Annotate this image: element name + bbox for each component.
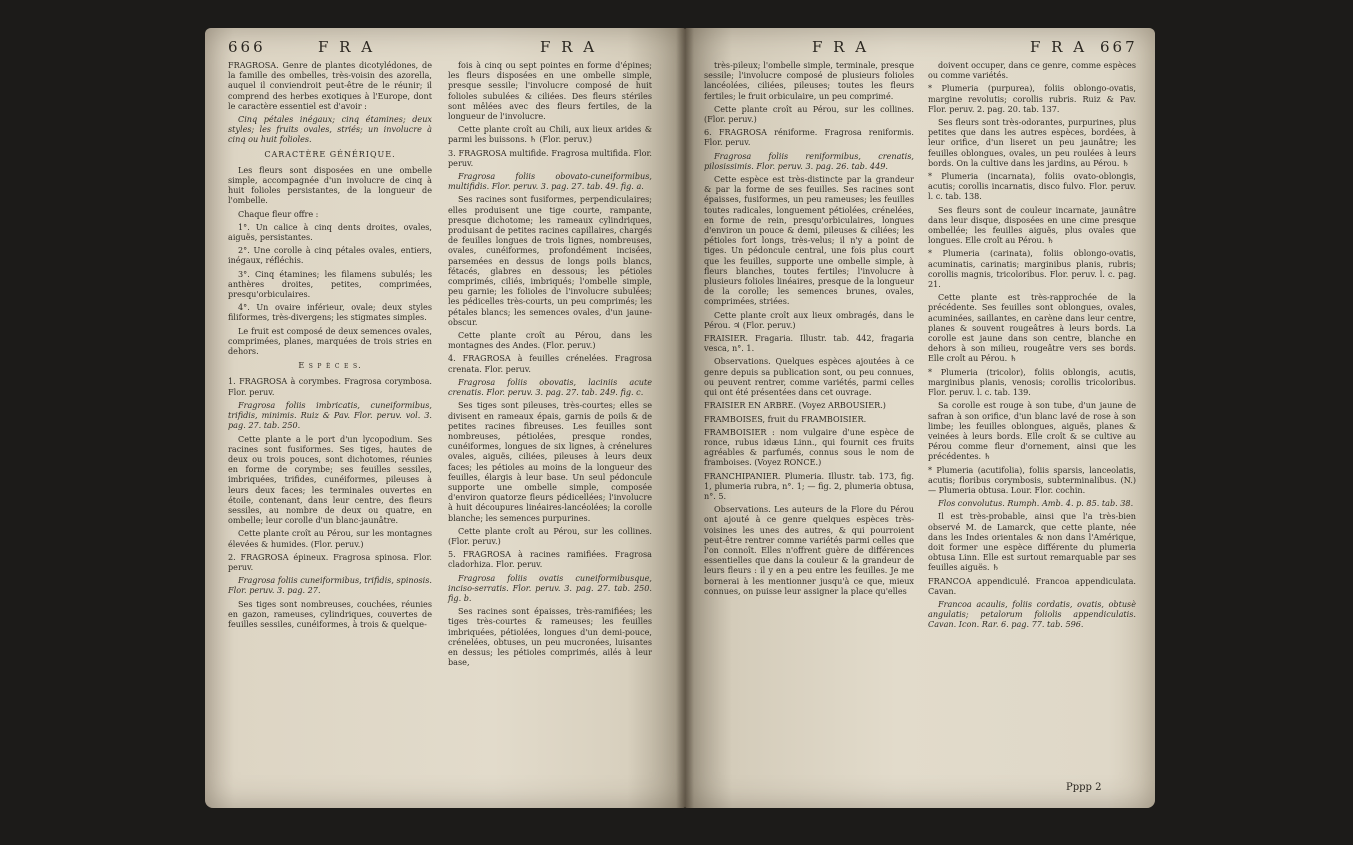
left-running-head-2: F R A — [540, 38, 598, 56]
right-column-1 — [704, 60, 914, 599]
paragraph: 4°. Un ovaire inférieur, ovale; deux styles filiformes, très-divergens; les stigmates simples. — [228, 302, 432, 323]
right-page-number: 667 — [1100, 38, 1138, 56]
right-column-2 — [928, 60, 1136, 633]
paragraph: * Plumeria (purpurea), foliis oblongo-ovatis, margine revolutis; corollis rubris. Ruiz & Pav. Flor. peruv. 2. pag. 20. tab. 137. — [928, 83, 1136, 114]
left-column-1 — [228, 60, 432, 632]
paragraph: 1. FRAGROSA à corymbes. Fragrosa corymbosa. Flor. peruv. — [228, 376, 432, 397]
paragraph: Cette espèce est très-distincte par la grandeur & par la forme de ses feuilles. Ses racines sont épaisses, fusiformes, un peu rameuses; les feuilles toutes radicales, longuement pétiolées, crénelées, en forme de rein, presqu'orbiculaires, longues d'environ un pouce & demi, pileuses & ciliées; les pétioles fort longs, très-velus; il n'y a point de tiges. Un pédoncule central, une fois plus court que les feuilles, supporte une ombelle simple, à fleurs blanches, toutes fertiles; l'involucre à plusieurs folioles linéaires, presque de la longueur de la corolle; les semences brunes, ovales, comprimées, striées. — [704, 174, 914, 307]
paragraph: Il est très-probable, ainsi que l'a très-bien observé M. de Lamarck, que cette plante, née dans les Indes orientales & non dans l'Amérique, doit former une espèce différente du plumeria obtusa Linn. Elle est surtout remarquable par ses feuilles aiguës. ♄ — [928, 511, 1136, 573]
left-column-2 — [448, 60, 652, 670]
paragraph: * Plumeria (carinata), foliis oblongo-ovatis, acuminatis, carinatis; marginibus planis, rubris; corollis magnis, tricoloribus. Flor. peruv. l. c. pag. 21. — [928, 248, 1136, 290]
book-gutter — [676, 28, 694, 808]
paragraph: FRAISIER. Fragaria. Illustr. tab. 442, fragaria vesca, n°. 1. — [704, 333, 914, 354]
paragraph: 1°. Un calice à cinq dents droites, ovales, aiguës, persistantes. — [228, 221, 432, 243]
paragraph: Les fleurs sont disposées en une ombelle simple, accompagnée d'un involucre de cinq à huit folioles persistantes, de la longueur de l'ombelle. — [228, 164, 432, 206]
paragraph: Ses racines sont épaisses, très-ramifiées; les tiges très-courtes & rameuses; les feuilles imbriquées, pétiolées, longues d'un demi-pouce, crénelées, obtuses, un peu mucronées, luisantes en dessus; les pétioles comprimés, ailés à leur base, — [448, 606, 652, 668]
right-running-head-1: F R A — [812, 38, 870, 56]
paragraph: Cette plante est très-rapprochée de la précédente. Ses feuilles sont oblongues, ovales, acuminées, saillantes, en carène dans leur centre, planes & souvent rougeâtres à leurs bords. La corolle est jaune dans son centre, blanche en dehors à son milieu, rougeâtre vers ses bords. Elle croît au Pérou. ♄ — [928, 292, 1136, 364]
paragraph: * Plumeria (acutifolia), foliis sparsis, lanceolatis, acutis; floribus corymbosis, subterminalibus. (N.) — Plumeria obtusa. Lour. Flor. cochin. — [928, 464, 1136, 495]
paragraph: très-pileux; l'ombelle simple, terminale, presque sessile; l'involucre composé de plusieurs folioles lancéolées, ciliées, pileuses; toutes les fleurs fertiles; le fruit orbiculaire, un peu comprimé. — [704, 60, 914, 101]
right-running-head-2: F R A — [1030, 38, 1088, 56]
left-page-number: 666 — [228, 38, 266, 56]
paragraph: Cette plante a le port d'un lycopodium. Ses racines sont fusiformes. Ses tiges, hautes de deux ou trois pouces, sont dichotomes, réunies en forme de corymbe; ses feuilles sessiles, imbriquées, trifides, cunéiformes, pileuses à leurs deux faces; les terminales ouvertes en étoile, contenant, dans leur centre, des fleurs sessiles, au nombre de deux ou quatre, en ombelle; leur corolle d'un blanc-jaunâtre. — [228, 433, 432, 526]
paragraph: Cette plante croît au Pérou, sur les collines. (Flor. peruv.) — [704, 103, 914, 125]
paragraph: Ses racines sont fusiformes, perpendiculaires; elles produisent une tige courte, rampante, presque dichotome; les rameaux cylindriques, produisant de petites racines capillaires, chargés de feuilles longues de trois lignes, nombreuses, ovales, cunéiformes, profondément incisées, parsemées en dessus de longs poils blancs, fétacés, glabres en dessous; les pétioles comprimés, ciliés, imbriqués; l'ombelle simple, peu garnie; les folioles de l'involucre subulées; les pédicelles très-courts, un peu comprimés; les pétales blancs; les semences ovales, d'un jaune-obscur. — [448, 194, 652, 327]
left-running-head-1: F R A — [318, 38, 376, 56]
paragraph: Observations. Quelques espèces ajoutées à ce genre depuis sa publication sont, ou peu connues, ou peuvent rentrer, comme variétés, parmi celles qui ont été présentées dans cet ouvrage. — [704, 356, 914, 398]
paragraph: Ses fleurs sont très-odorantes, purpurines, plus petites que dans les autres espèces, bordées, à leur orifice, d'un liseret un peu jaunâtre; les feuilles oblongues, ovales, un peu roulées à leurs bords. On la cultive dans les jardins, au Pérou. ♄ — [928, 117, 1136, 168]
paragraph: FRAISIER EN ARBRE. (Voyez ARBOUSIER.) — [704, 400, 886, 411]
paragraph: Fragrosa foliis reniformibus, crenatis, pilosissimis. Flor. peruv. 3. pag. 26. tab. 449. — [704, 150, 914, 171]
paragraph: Ses tiges sont nombreuses, couchées, réunies en gazon, rameuses, cylindriques, couvertes de feuilles sessiles, cunéiformes, à trois & quelque- — [228, 598, 432, 629]
paragraph: Chaque fleur offre : — [238, 208, 319, 219]
paragraph: 6. FRAGROSA réniforme. Fragrosa reniformis. Flor. peruv. — [704, 127, 914, 148]
paragraph: 3°. Cinq étamines; les filamens subulés; les anthères droites, petites, comprimées, presqu'orbiculaires. — [228, 268, 432, 300]
paragraph: CARACTÈRE GÉNÉRIQUE. — [264, 149, 396, 159]
paragraph: doivent occuper, dans ce genre, comme espèces ou comme variétés. — [928, 60, 1136, 81]
paragraph: FRAMBOISIER : nom vulgaire d'une espèce de ronce, rubus idæus Linn., qui fournit ces fruits agréables & parfumés, connus sous le nom de framboises. (Voyez RONCE.) — [704, 426, 914, 468]
paragraph: Le fruit est composé de deux semences ovales, comprimées, planes, marquées de trois stries en dehors. — [228, 325, 432, 357]
paragraph: Cette plante croît au Pérou, sur les montagnes élevées & humides. (Flor. peruv.) — [228, 528, 432, 549]
paragraph: Fragrosa foliis ovatis cuneiformibusque, inciso-serratis. Flor. peruv. 3. pag. 27. tab. 250. fig. b. — [448, 572, 652, 603]
paragraph: E s p è c e s. — [298, 361, 362, 371]
paragraph: Fragrosa foliis obovatis, laciniis acute crenatis. Flor. peruv. 3. pag. 27. tab. 249. fig. c. — [448, 376, 652, 398]
paragraph: Cette plante croît au Chili, aux lieux arides & parmi les buissons. ♄ (Flor. peruv.) — [448, 124, 652, 145]
paragraph: Cette plante croît au Pérou, sur les collines. (Flor. peruv.) — [448, 525, 652, 546]
paragraph: FRAGROSA. Genre de plantes dicotylédones, de la famille des ombelles, très-voisin des azorella, auquel il conviendroit peut-être de le réunir; il comprend des herbes exotiques à l'Europe, dont le caractère essentiel est d'avoir : — [228, 60, 432, 111]
paragraph: Ses fleurs sont de couleur incarnate, jaunâtre dans leur disque, disposées en une cime presque ombellée; les feuilles aiguës, plus ovales que longues. Elle croît au Pérou. ♄ — [928, 204, 1136, 246]
paragraph: Francoa acaulis, foliis cordatis, ovatis, obtusè angulatis; petalorum foliolis appendiculatis. Cavan. Icon. Rar. 6. pag. 77. tab. 596. — [928, 598, 1136, 630]
paragraph: 2. FRAGROSA épineux. Fragrosa spinosa. Flor. peruv. — [228, 551, 432, 572]
paragraph: Cette plante croît aux lieux ombragés, dans le Pérou. ♃ (Flor. peruv.) — [704, 309, 914, 330]
paragraph: * Plumeria (tricolor), foliis oblongis, acutis, marginibus planis, venosis; corollis tricoloribus. Flor. peruv. l. c. tab. 139. — [928, 366, 1136, 398]
paragraph: Fragrosa foliis imbricatis, cuneiformibus, trifidis, minimis. Ruiz & Pav. Flor. peruv. vol. 3. pag. 27. tab. 250. — [228, 399, 432, 431]
paragraph: FRANCOA appendiculé. Francoa appendiculata. Cavan. — [928, 575, 1136, 596]
paragraph: Flos convolutus. Rumph. Amb. 4. p. 85. tab. 38. — [938, 498, 1134, 509]
paragraph: 2°. Une corolle à cinq pétales ovales, entiers, inégaux, réfléchis. — [228, 245, 432, 266]
paragraph: Fragrosa foliis cuneiformibus, trifidis, spinosis. Flor. peruv. 3. pag. 27. — [228, 575, 432, 596]
paragraph: * Plumeria (incarnata), foliis ovato-oblongis, acutis; corollis incarnatis, disco fulvo. Flor. peruv. l. c. tab. 138. — [928, 171, 1136, 202]
paragraph: FRANCHIPANIER. Plumeria. Illustr. tab. 173, fig. 1, plumeria rubra, n°. 1; — fig. 2, plumeria obtusa, n°. 5. — [704, 470, 914, 501]
paragraph: Ses tiges sont pileuses, très-courtes; elles se divisent en rameaux épais, garnis de poils & de petites racines fibreuses. Les feuilles sont nombreuses, pétiolées, presque rondes, cunéiformes, longues de six lignes, à crénelures ovales, aiguës, ciliées, pileuses à leurs deux faces; les pétioles au moins de la longueur des feuilles, élargis à leur base. Un seul pédoncule supporte une ombelle simple, composée d'environ quatorze fleurs pédicellées; l'involucre à huit découpures linéaires-lancéolées; la corolle blanche; les semences purpurines. — [448, 400, 652, 523]
paragraph: Fragrosa foliis obovato-cuneiformibus, multifidis. Flor. peruv. 3. pag. 27. tab. 49. fig. a. — [448, 171, 652, 192]
paragraph: 5. FRAGROSA à racines ramifiées. Fragrosa cladorhiza. Flor. peruv. — [448, 549, 652, 570]
paragraph: fois à cinq ou sept pointes en forme d'épines; les fleurs disposées en une ombelle simple, presque sessile; l'involucre composé de huit folioles subulées & ciliées. Des fleurs stériles sont mêlées avec des fleurs fertiles, de la longueur de l'involucre. — [448, 60, 652, 122]
signature-mark: Pppp 2 — [1066, 782, 1102, 793]
paragraph: Sa corolle est rouge à son tube, d'un jaune de safran à son orifice, d'un blanc lavé de rose à son limbe; les feuilles oblongues, aiguës, planes & veinées à leurs bords. Elle croît & se cultive au Pérou comme fleur d'ornement, ainsi que les précédentes. ♄ — [928, 400, 1136, 462]
paragraph: 3. FRAGROSA multifide. Fragrosa multifida. Flor. peruv. — [448, 147, 652, 168]
paragraph: Cinq pétales inégaux; cinq étamines; deux styles; les fruits ovales, striés; un involucre à cinq ou huit folioles. — [228, 114, 432, 145]
paragraph: Cette plante croît au Pérou, dans les montagnes des Andes. (Flor. peruv.) — [448, 330, 652, 351]
paragraph: 4. FRAGROSA à feuilles crénelées. Fragrosa crenata. Flor. peruv. — [448, 353, 652, 374]
paragraph: Observations. Les auteurs de la Flore du Pérou ont ajouté à ce genre quelques espèces très-voisines les unes des autres, & qui pourroient peut-être rentrer comme variétés parmi celles que l'on connoît. Elles n'offrent guère de différences essentielles que dans la couleur & la grandeur de leurs fleurs : il y en a peu entre les feuilles. Je me bornerai à les mentionner jusqu'à ce que, mieux connues, on puisse leur assigner la place qu'elles — [704, 504, 914, 596]
paragraph: FRAMBOISES, fruit du FRAMBOISIER. — [704, 413, 867, 424]
